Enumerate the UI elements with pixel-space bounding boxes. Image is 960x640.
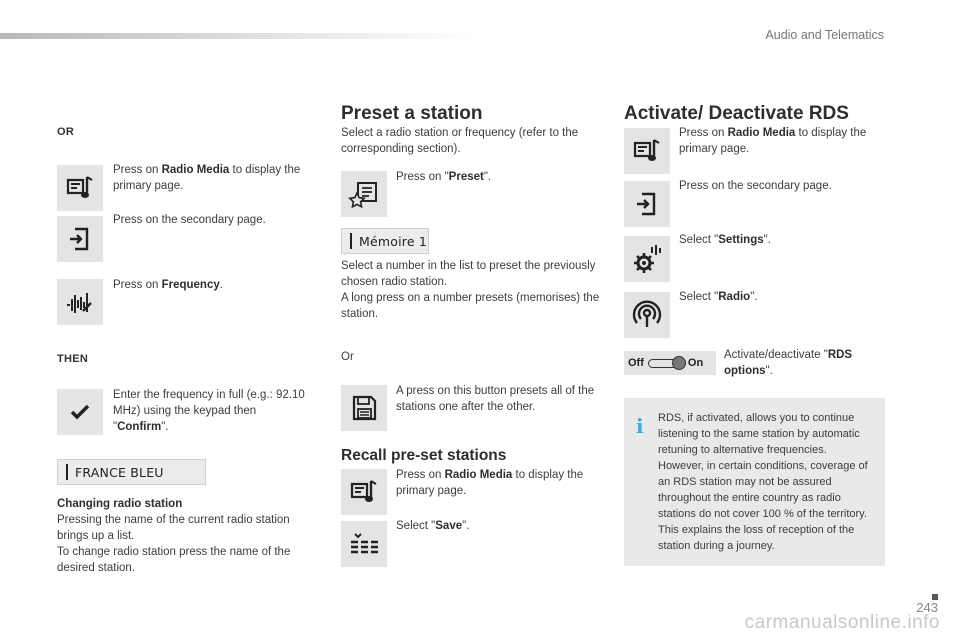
preset-section-title: Preset a station — [341, 103, 483, 124]
changing-station-body2: To change radio station press the name of the desired station. — [57, 546, 291, 574]
then-label: THEN — [57, 353, 89, 365]
preset-step-text: Press on "Preset". — [396, 171, 492, 183]
settings-icon[interactable] — [624, 236, 670, 282]
rds-info-text: RDS, if activated, allows you to continue listening to the same station by automatic retuning to alternative frequencies. However, in certain conditions, coverage of an RDS station may not be assured throughout the entire country as radio stations do not cover 100 % of the territory. This explains the loss of reception of the station during a journey. — [658, 412, 868, 552]
header-gradient-bar — [0, 33, 480, 39]
toggle-on-label: On — [687, 357, 704, 369]
radio-media-icon[interactable] — [57, 165, 103, 211]
preset-body2: A long press on a number presets (memorises) the station. — [341, 292, 600, 320]
rds-step4-text: Select "Radio". — [679, 291, 758, 303]
changing-station-block — [57, 496, 319, 576]
pill-bar — [350, 233, 352, 249]
left-step3-text: Press on Frequency. — [113, 279, 223, 291]
rds-step2-text: Press on the secondary page. — [679, 180, 832, 192]
memory-preset-button[interactable] — [341, 228, 429, 254]
radio-media-icon[interactable] — [341, 469, 387, 515]
floppy-save-icon[interactable] — [341, 385, 387, 431]
station-name-label: FRANCE BLEU — [75, 464, 164, 480]
left-step4-text: Enter the frequency in full (e.g.: 92.10 MHz) using the keypad then "Confirm". — [113, 389, 305, 433]
rds-step3-text: Select "Settings". — [679, 234, 771, 246]
radio-broadcast-icon[interactable] — [624, 292, 670, 338]
list-icon[interactable] — [341, 521, 387, 567]
memory-preset-label: Mémoire 1 — [359, 233, 428, 249]
save-all-text: A press on this button presets all of the stations one after the other. — [396, 385, 595, 413]
changing-station-title: Changing radio station — [57, 498, 183, 510]
secondary-page-icon[interactable] — [624, 181, 670, 227]
watermark: carmanualsonline.info — [744, 612, 940, 633]
preset-intro-text: Select a radio station or frequency (refer to the corresponding section). — [341, 127, 579, 155]
frequency-icon[interactable] — [57, 279, 103, 325]
rds-section-title: Activate/ Deactivate RDS — [624, 103, 849, 124]
page-number: 243 — [916, 600, 938, 615]
changing-station-body1: Pressing the name of the current radio station brings up a list. — [57, 514, 290, 542]
rds-info-box — [624, 398, 885, 566]
pill-bar — [66, 464, 68, 480]
left-step1-text: Press on Radio Media to display the primary page. — [113, 164, 301, 192]
info-icon: i — [636, 414, 644, 438]
preset-star-icon[interactable] — [341, 171, 387, 217]
recall-section-title: Recall pre-set stations — [341, 447, 507, 464]
rds-step1-text: Press on Radio Media to display the primary page. — [679, 127, 867, 155]
secondary-page-icon[interactable] — [57, 216, 103, 262]
toggle-knob[interactable] — [672, 356, 686, 370]
toggle-off-label: Off — [628, 357, 644, 369]
rds-toggle[interactable] — [624, 351, 716, 375]
station-name-button[interactable] — [57, 459, 206, 485]
rds-step5-text: Activate/deactivate "RDS options". — [724, 349, 853, 377]
page-header-title: Audio and Telematics — [765, 28, 884, 42]
preset-body — [341, 258, 603, 322]
left-step2-text: Press on the secondary page. — [113, 214, 266, 226]
preset-body1: Select a number in the list to preset the previously chosen radio station. — [341, 260, 596, 288]
radio-media-icon[interactable] — [624, 128, 670, 174]
or-text: Or — [341, 351, 354, 363]
checkmark-icon[interactable] — [57, 389, 103, 435]
recall-step1-text: Press on Radio Media to display the primary page. — [396, 469, 584, 497]
recall-step2-text: Select "Save". — [396, 520, 470, 532]
toggle-track[interactable] — [648, 359, 684, 368]
or-label: OR — [57, 126, 75, 138]
